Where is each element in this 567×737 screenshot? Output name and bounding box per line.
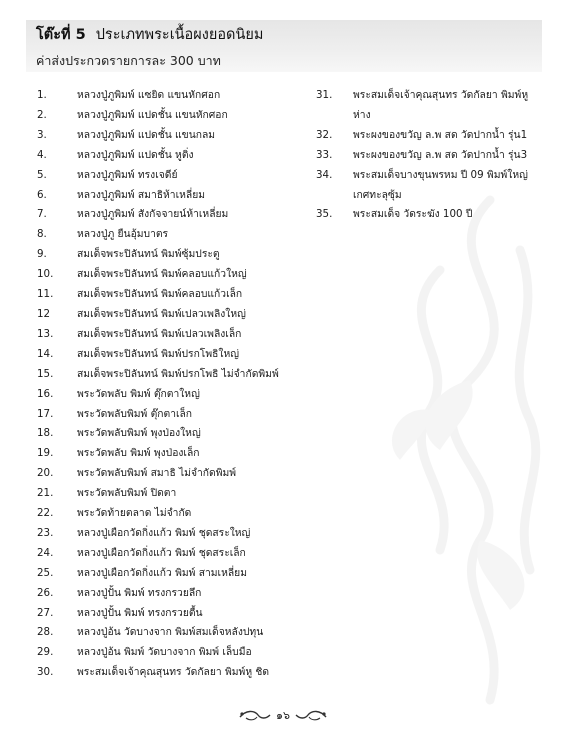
item-text: หลวงปู่ปั้น พิมพ์ ทรงกรวยตื้น (77, 606, 203, 619)
item-text: หลวงปู่เผือกวัดกิ่งแก้ว พิมพ์ ชุดสระใหญ่ (77, 526, 251, 539)
item-text: พระสมเด็จเจ้าคุณสุนทร วัดกัลยา พิมพ์หู ชิด (77, 666, 270, 679)
item-number: 17. (37, 407, 54, 420)
item-number: 18. (37, 427, 54, 440)
item-text: สมเด็จพระปิลันทน์ พิมพ์เปลวเพลิงใหญ่ (77, 307, 246, 320)
item-number: 23. (37, 526, 54, 539)
item-number: 31. (316, 89, 333, 101)
item-text: สมเด็จพระปิลันทน์ พิมพ์ซุ้มประตู (77, 248, 220, 261)
item-number: 28. (37, 626, 54, 639)
list-item (37, 663, 322, 683)
list-item (37, 464, 322, 484)
list-item (37, 484, 322, 504)
item-text: พระผงของขวัญ ล.พ สด วัดปากน้ำ รุ่น1 (353, 128, 528, 141)
item-number: 20. (37, 467, 54, 480)
item-text: พระผงของขวัญ ล.พ สด วัดปากน้ำ รุ่น3 (353, 148, 528, 161)
item-text: พระวัดพลับ พิมพ์ พุงป่องเล็ก (77, 447, 200, 460)
item-number: 3. (37, 128, 47, 141)
item-number: 6. (37, 188, 47, 201)
item-text: พระสมเด็จบางขุนพรหม ปี 09 พิมพ์ใหญ่ เกศทะลุซุ้ม (353, 168, 528, 201)
list-item (37, 245, 322, 265)
item-number: 29. (37, 646, 54, 659)
list-item (37, 405, 322, 425)
item-text: สมเด็จพระปิลันทน์ พิมพ์ปรกโพธิใหญ่ (77, 347, 239, 360)
flourish-right-icon (294, 708, 328, 722)
list-item (37, 424, 322, 444)
item-text: พระวัดท้ายตลาด ไม่จำกัด (77, 507, 192, 520)
item-number: 22. (37, 507, 54, 520)
item-text: หลวงปู่ภู ยืนอุ้มบาตร (77, 228, 169, 241)
item-number: 34. (316, 168, 333, 181)
item-number: 14. (37, 347, 54, 360)
item-text: หลวงปู่ภูพิมพ์ สังกัจจายน์ห้าเหลี่ยม (77, 208, 229, 221)
item-number: 11. (37, 288, 54, 301)
list-item (37, 265, 322, 285)
item-text: สมเด็จพระปิลันทน์ พิมพ์คลอบแก้วเล็ก (77, 288, 243, 301)
item-text: สมเด็จพระปิลันทน์ พิมพ์คลอบแก้วใหญ่ (77, 268, 247, 281)
list-item (316, 146, 541, 166)
list-item (37, 524, 322, 544)
entry-list-right (316, 86, 541, 225)
item-number: 27. (37, 606, 54, 619)
item-text: หลวงปู่ภูพิมพ์ แซยิด แขนหักศอก (77, 89, 221, 101)
item-text: พระวัดพลับพิมพ์ ปิดตา (77, 487, 177, 500)
list-item (37, 623, 322, 643)
item-text: หลวงปู่อ้น พิมพ์ วัดบางจาก พิมพ์ เล็บมือ (77, 646, 252, 659)
item-number: 32. (316, 128, 333, 141)
list-item (37, 544, 322, 564)
list-item (37, 86, 322, 106)
table-name: ประเภทพระเนื้อผงยอดนิยม (95, 27, 264, 43)
list-item (316, 166, 541, 206)
item-text: หลวงปู่ปั้น พิมพ์ ทรงกรวยลึก (77, 586, 202, 599)
item-text: พระวัดพลับ พิมพ์ ตุ๊กตาใหญ่ (77, 387, 200, 400)
item-number: 30. (37, 666, 54, 679)
item-number: 12 (37, 307, 51, 320)
item-text: หลวงปู่ภูพิมพ์ แปดชั้น แขนหักศอก (77, 108, 228, 121)
item-number: 4. (37, 148, 47, 161)
list-item (37, 126, 322, 146)
item-text: หลวงปู่เผือกวัดกิ่งแก้ว พิมพ์ ชุดสระเล็ก (77, 546, 246, 559)
list-item (37, 225, 322, 245)
item-number: 24. (37, 546, 54, 559)
list-item (37, 604, 322, 624)
list-item (37, 305, 322, 325)
list-item (37, 564, 322, 584)
list-item (37, 325, 322, 345)
fee-subtitle: ค่าส่งประกวดรายการละ 300 บาท (36, 53, 221, 68)
list-item (37, 205, 322, 225)
item-number: 8. (37, 228, 47, 241)
item-text: หลวงปู่ภูพิมพ์ แปดชั้น หูติ่ง (77, 148, 194, 161)
item-text: พระวัดพลับพิมพ์ ตุ๊กตาเล็ก (77, 407, 193, 420)
list-item (37, 285, 322, 305)
item-number: 10. (37, 268, 54, 281)
item-number: 35. (316, 208, 333, 221)
item-number: 9. (37, 248, 47, 261)
table-label: โต๊ะที่ 5 (36, 27, 86, 43)
list-item (37, 166, 322, 186)
item-text: หลวงปู่เผือกวัดกิ่งแก้ว พิมพ์ สามเหลี่ยม (77, 566, 247, 579)
page-footer (233, 704, 333, 726)
item-text: สมเด็จพระปิลันทน์ พิมพ์ปรกโพธิ ไม่จำกัดพิมพ์ (77, 367, 279, 380)
item-number: 33. (316, 148, 333, 161)
flourish-left-icon (238, 708, 272, 722)
item-number: 21. (37, 487, 54, 500)
item-text: หลวงปู่อ้น วัดบางจาก พิมพ์สมเด็จหลังปทุน (77, 626, 264, 639)
list-item (37, 106, 322, 126)
list-item (316, 205, 541, 225)
list-item (37, 584, 322, 604)
list-item (37, 146, 322, 166)
item-number: 19. (37, 447, 54, 460)
page-title (36, 23, 263, 49)
item-number: 1. (37, 89, 47, 101)
list-item (37, 365, 322, 385)
list-item (37, 385, 322, 405)
item-text: พระสมเด็จ วัดระฆัง 100 ปี (353, 208, 473, 221)
list-item (316, 86, 541, 126)
item-number: 7. (37, 208, 47, 221)
list-item (37, 186, 322, 206)
item-text: หลวงปู่ภูพิมพ์ สมาธิห้าเหลี่ยม (77, 188, 206, 201)
list-item (37, 504, 322, 524)
item-number: 15. (37, 367, 54, 380)
list-item (37, 444, 322, 464)
item-number: 25. (37, 566, 54, 579)
item-text: หลวงปู่ภูพิมพ์ แปดชั้น แขนกลม (77, 128, 216, 141)
item-number: 13. (37, 327, 54, 340)
item-text: หลวงปู่ภูพิมพ์ ทรงเจดีย์ (77, 168, 178, 181)
item-text: สมเด็จพระปิลันทน์ พิมพ์เปลวเพลิงเล็ก (77, 327, 242, 340)
page-number: ๑๖ (276, 709, 290, 722)
item-text: พระสมเด็จเจ้าคุณสุนทร วัดกัลยา พิมพ์หูห่าง (353, 89, 529, 121)
list-item (37, 643, 322, 663)
item-text: พระวัดพลับพิมพ์ พุงป่องใหญ่ (77, 427, 201, 440)
item-number: 2. (37, 108, 47, 121)
item-number: 16. (37, 387, 54, 400)
list-item (316, 126, 541, 146)
item-number: 5. (37, 168, 47, 181)
entry-list-left (37, 86, 322, 683)
decorative-flourish-watermark-icon (370, 190, 550, 710)
list-item (37, 345, 322, 365)
item-number: 26. (37, 586, 54, 599)
item-text: พระวัดพลับพิมพ์ สมาธิ ไม่จำกัดพิมพ์ (77, 467, 237, 480)
